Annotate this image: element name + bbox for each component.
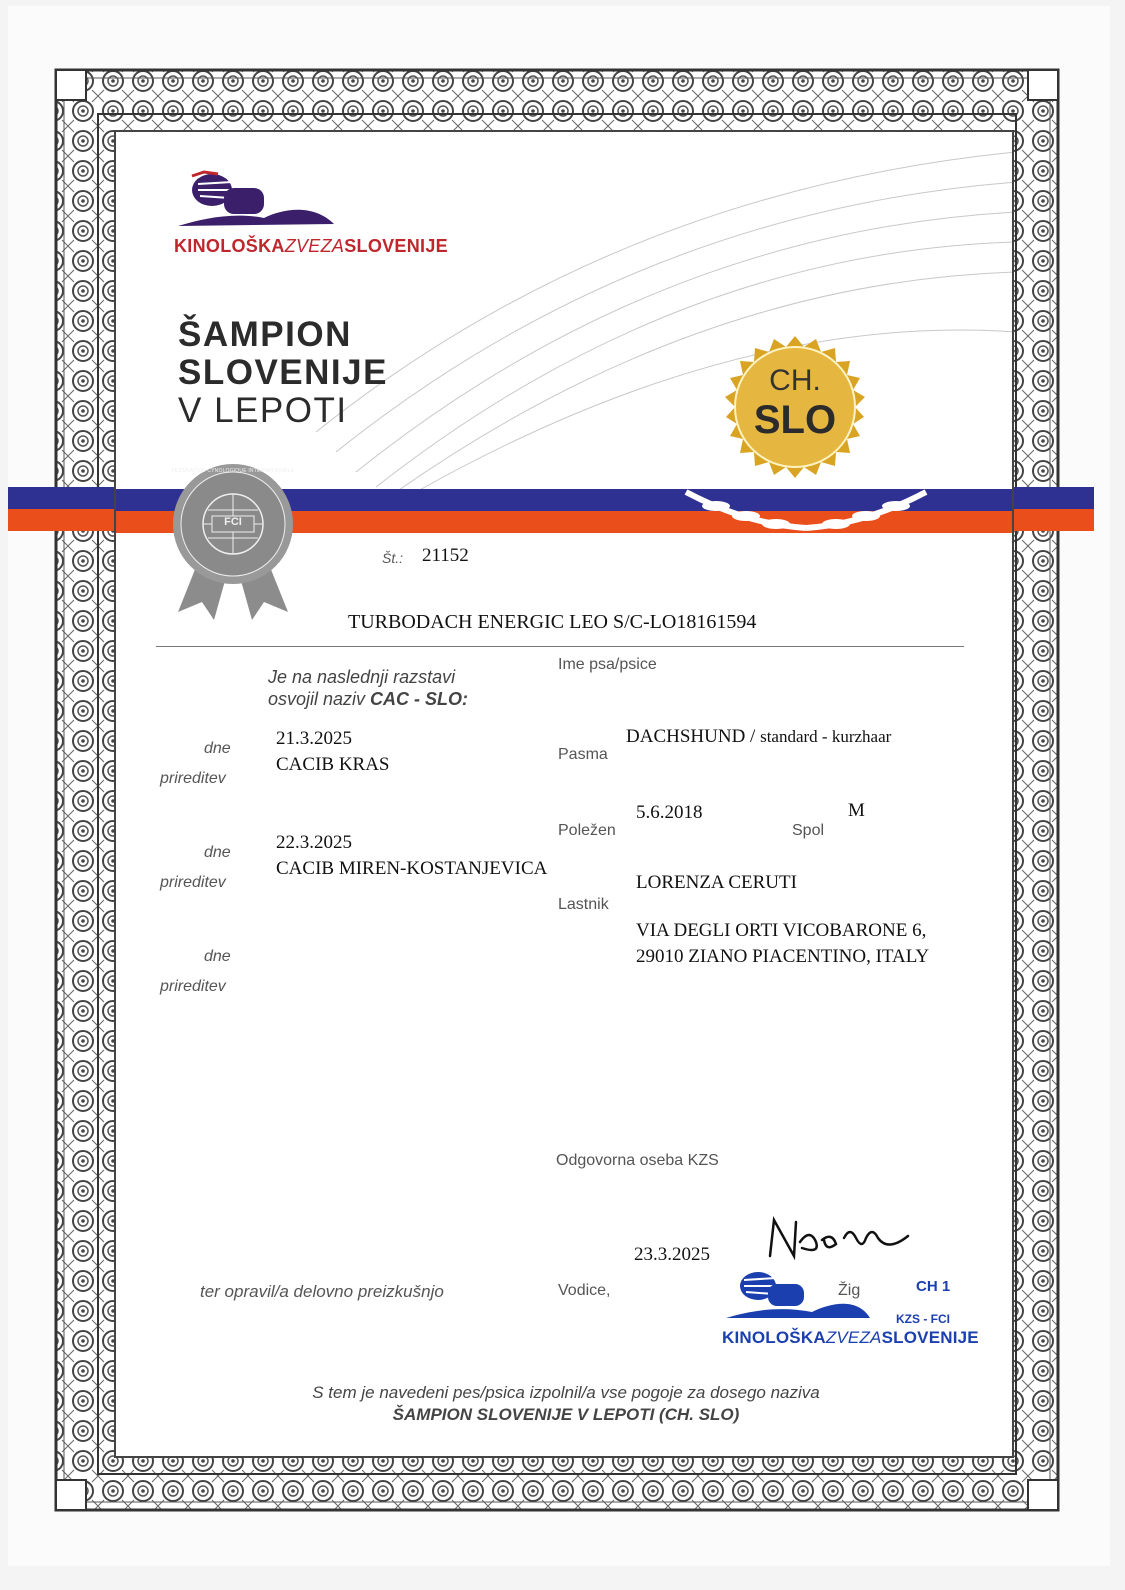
ch-slo-seal — [710, 322, 880, 492]
certificate-number: 21152 — [422, 545, 469, 566]
owner-value: LORENZA CERUTI — [636, 872, 797, 893]
dog-name-label: Ime psa/psice — [558, 656, 657, 673]
show-3-event-label: prireditev — [160, 978, 226, 995]
number-label: Št.: — [382, 550, 404, 566]
show-1-date-label: dne — [204, 740, 231, 757]
intro-line-1: Je na naslednji razstavi — [268, 667, 456, 687]
fci-ring-text: FEDERATION CYNOLOGIQUE INTERNATIONALE — [171, 468, 295, 474]
stamp-org: KZS - FCI — [896, 1312, 950, 1326]
responsible-person-label: Odgovorna oseba KZS — [556, 1152, 719, 1169]
show-1-date: 21.3.2025 — [276, 728, 352, 749]
sex-value: M — [848, 800, 865, 821]
decorative-swoosh-lines — [316, 132, 1014, 492]
show-1-event: CACIB KRAS — [276, 754, 390, 775]
certificate-sheet — [8, 6, 1110, 1566]
work-test-label: ter opravil/a delovno preizkušnjo — [200, 1282, 444, 1301]
title-line-2: SLOVENIJE — [178, 353, 388, 392]
stamp-code: CH 1 — [916, 1278, 951, 1295]
dog-name: TURBODACH ENERGIC LEO S/C-LO18161594 — [348, 611, 757, 633]
show-1-event-label: prireditev — [160, 770, 226, 787]
breed-value: DACHSHUND / standard - kurzhaar — [626, 726, 892, 747]
intro-line-2: osvojil naziv CAC - SLO: — [268, 689, 469, 709]
laurel-icon — [676, 484, 936, 540]
fci-rosette-icon — [168, 462, 298, 622]
show-2-event: CACIB MIREN-KOSTANJEVICA — [276, 858, 548, 879]
seal-line-1: CH. — [769, 364, 821, 397]
dog-name-divider — [156, 646, 964, 647]
born-value: 5.6.2018 — [636, 802, 703, 823]
seal-line-2: SLO — [753, 398, 837, 442]
certificate-body — [114, 130, 1014, 1458]
show-3-date-label: dne — [204, 948, 231, 965]
stamp-logo — [722, 1268, 872, 1324]
breed-label: Pasma — [558, 746, 608, 763]
kzs-dog-logo — [174, 168, 339, 234]
title-line-1: ŠAMPION — [178, 315, 352, 354]
stamp-label: Žig — [838, 1282, 861, 1299]
signature-date: 23.3.2025 — [634, 1244, 710, 1265]
flag-band-left — [8, 487, 118, 531]
closing-line-1: S tem je navedeni pes/psica izpolnil/a vse pogoje za dosego naziva — [312, 1383, 820, 1402]
stamp-organization-name: KINOLOŠKAZVEZASLOVENIJE — [722, 1328, 979, 1347]
flag-band-right — [1012, 487, 1094, 531]
address-line-1: VIA DEGLI ORTI VICOBARONE 6, — [636, 920, 927, 941]
fci-badge — [168, 462, 298, 622]
show-2-event-label: prireditev — [160, 874, 226, 891]
organization-name: KINOLOŠKAZVEZASLOVENIJE — [174, 236, 448, 256]
address-line-2: 29010 ZIANO PIACENTINO, ITALY — [636, 946, 930, 967]
owner-label: Lastnik — [558, 896, 609, 913]
show-2-date: 22.3.2025 — [276, 832, 352, 853]
signature-scribble — [764, 1212, 914, 1272]
fci-label: FCI — [224, 516, 242, 528]
handler-label: Vodice, — [558, 1282, 611, 1299]
sex-label: Spol — [792, 822, 825, 839]
born-label: Poležen — [558, 822, 616, 839]
title-line-3: V LEPOTI — [178, 391, 348, 430]
show-2-date-label: dne — [204, 844, 231, 861]
closing-line-2: ŠAMPION SLOVENIJE V LEPOTI (CH. SLO) — [392, 1405, 740, 1424]
